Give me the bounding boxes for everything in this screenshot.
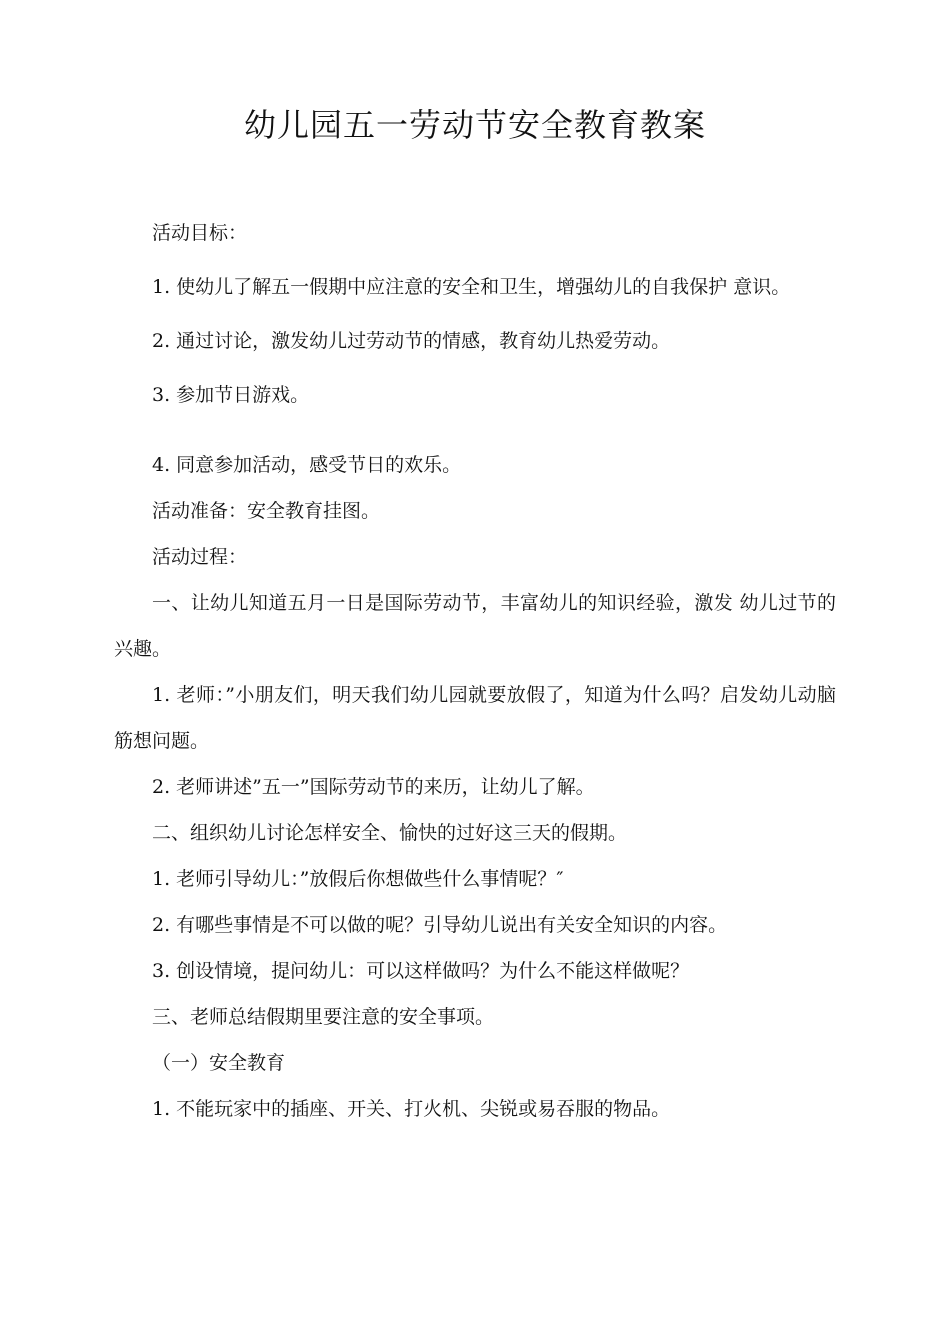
document-body <box>114 210 836 1132</box>
paragraph-section-2-item-2: 2. 有哪些事情是不可以做的呢？引导幼儿说出有关安全知识的内容。 <box>152 914 728 936</box>
paragraph-subsection-safety: （一）安全教育 <box>152 1052 286 1074</box>
paragraph-section-1: 一、让幼儿知道五月一日是国际劳动节，丰富幼儿的知识经验，激发 幼儿过节的兴趣。 <box>114 592 836 660</box>
paragraph-goal-3: 3. 参加节日游戏。 <box>152 384 310 406</box>
paragraph-goal-1: 1. 使幼儿了解五一假期中应注意的安全和卫生，增强幼儿的自我保护 意识。 <box>152 276 791 298</box>
paragraph-goal-4: 4. 同意参加活动，感受节日的欢乐。 <box>152 454 462 476</box>
paragraph-goal-2: 2. 通过讨论，激发幼儿过劳动节的情感，教育幼儿热爱劳动。 <box>152 330 671 352</box>
paragraph-activity-goals: 活动目标： <box>152 222 248 244</box>
paragraph-activity-process: 活动过程： <box>152 546 248 568</box>
paragraph-section-3: 三、老师总结假期里要注意的安全事项。 <box>152 1006 495 1028</box>
document-title: 幼儿园五一劳动节安全教育教案 <box>243 106 706 144</box>
paragraph-section-1-item-2: 2. 老师讲述”五一”国际劳动节的来历，让幼儿了解。 <box>152 776 595 798</box>
paragraph-section-2-item-3: 3. 创设情境，提问幼儿：可以这样做吗？为什么不能这样做呢？ <box>152 960 690 982</box>
paragraph-safety-item-1: 1. 不能玩家中的插座、开关、打火机、尖锐或易吞服的物品。 <box>152 1098 671 1120</box>
paragraph-section-1-item-1: 1. 老师：”小朋友们，明天我们幼儿园就要放假了，知道为什么吗？启发幼儿动脑筋想问题。 <box>114 684 836 752</box>
paragraph-section-2: 二、组织幼儿讨论怎样安全、愉快的过好这三天的假期。 <box>152 822 628 844</box>
paragraph-section-2-item-1: 1. 老师引导幼儿：”放假后你想做些什么事情呢？″ <box>152 868 564 890</box>
paragraph-activity-preparation: 活动准备：安全教育挂图。 <box>152 500 381 522</box>
